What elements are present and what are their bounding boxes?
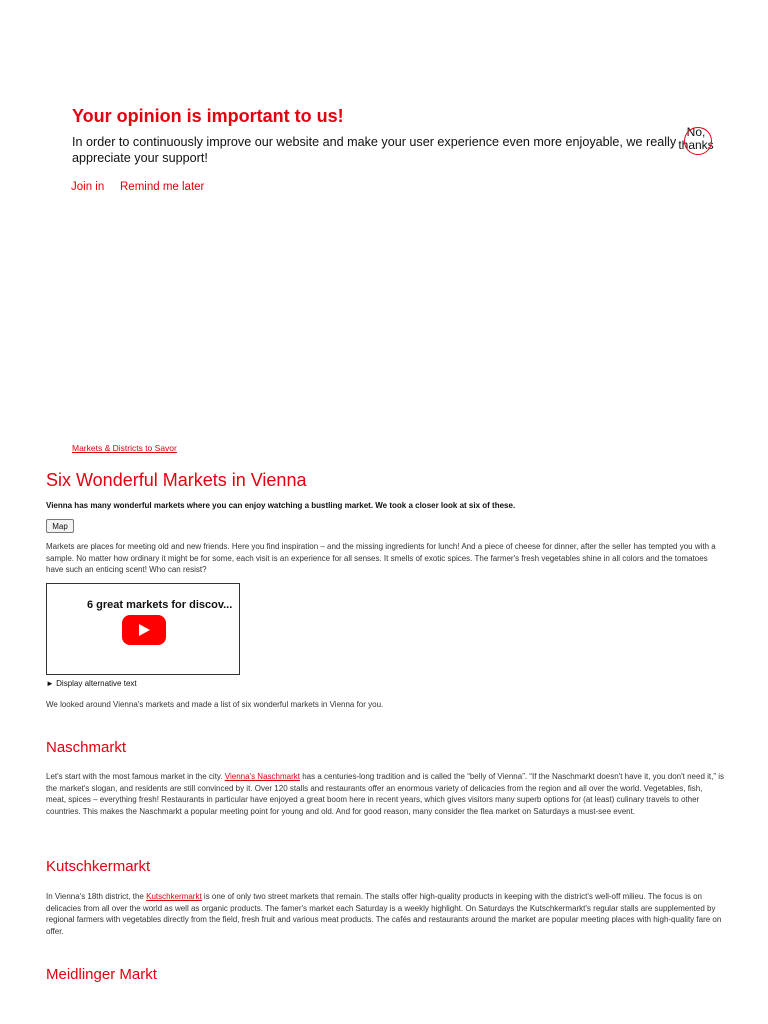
no-thanks-button[interactable] — [676, 126, 716, 152]
kutschkermarkt-heading: Kutschkermarkt — [46, 858, 151, 875]
video-embed[interactable] — [46, 583, 240, 675]
kutschkermarkt-text-after: is one of only two street markets that remain. The stalls offer high-quality products in keeping with the district's well-off milieu. The focus is on delicacies from all over the world as well as organic products. The famer's market each Saturday is a weekly highlight. On Saturdays the Kutschkermarkt's regular stalls are supplemented by regional farmers with vegetables directly from the field, fresh fruit and various meat products. The cafés and restaurants around the market are popular meeting places with high-quality fare on offer. — [46, 892, 722, 936]
naschmarkt-link[interactable]: Vienna's Naschmarkt — [224, 772, 300, 781]
no-thanks-label: No, thanks — [678, 125, 714, 152]
lead-text: Vienna has many wonderful markets where you can enjoy watching a bustling market. We took a closer look at six of these. — [46, 501, 516, 510]
kutschkermarkt-text-before: In Vienna's 18th district, the — [46, 892, 147, 901]
list-intro-paragraph: We looked around Vienna's markets and made a list of six wonderful markets in Vienna for you. — [46, 700, 384, 709]
meidlinger-markt-heading: Meidlinger Markt — [46, 966, 157, 983]
intro-paragraph: Markets are places for meeting old and new friends. Here you find inspiration – and the missing ingredients for lunch! And a piece of cheese for dinner, after the seller has tempted you with a sample. No matter how ordinary it might be for some, each visit is an experience for all senses. It smells of exotic spices. The farmer's fresh vegetables shine in all colors and the tomatoes have such an enticing scent! Who can resist? — [46, 542, 716, 574]
naschmarkt-text-after: has a centuries-long tradition and is called the “belly of Vienna”. “If the Naschmarkt doesn't have it, you don't need it,” is the market's slogan, and residents are still convinced by it. Over 120 stalls and restaurants offer an enormous variety of delicacies from the region and all over the world. Vegetables, fish, meat, spices – everything fresh! Restaurants in particular have enjoyed a great boom here in recent years, which gives visitors many superb options for (at least) culinary travels to other countries. This makes the Naschmarkt a popular meeting point for young and old. And for good reason, many consider the flea market on Saturdays a must-see event. — [46, 772, 725, 816]
survey-text: In order to continuously improve our website and make your user experience even more enjoyable, we really appreciate your support! — [72, 135, 677, 165]
join-in-link[interactable]: Join in — [71, 181, 105, 193]
video-title: 6 great markets for discov... — [87, 599, 233, 611]
naschmarkt-heading: Naschmarkt — [46, 739, 127, 756]
remind-me-later-link[interactable]: Remind me later — [120, 181, 205, 193]
map-button[interactable]: Map — [46, 519, 74, 533]
survey-title: Your opinion is important to us! — [72, 106, 344, 126]
page-title: Six Wonderful Markets in Vienna — [46, 470, 307, 490]
naschmarkt-text-before: Let's start with the most famous market in the city. — [46, 772, 225, 781]
focus-ring — [684, 127, 712, 155]
kutschkermarkt-link[interactable]: Kutschkermarkt — [146, 892, 202, 901]
alt-text-toggle[interactable]: ► Display alternative text — [46, 679, 137, 688]
breadcrumb[interactable]: Markets & Districts to Savor — [72, 443, 177, 453]
naschmarkt-paragraph — [46, 771, 724, 817]
play-icon[interactable] — [122, 615, 166, 645]
kutschkermarkt-paragraph — [46, 891, 724, 937]
